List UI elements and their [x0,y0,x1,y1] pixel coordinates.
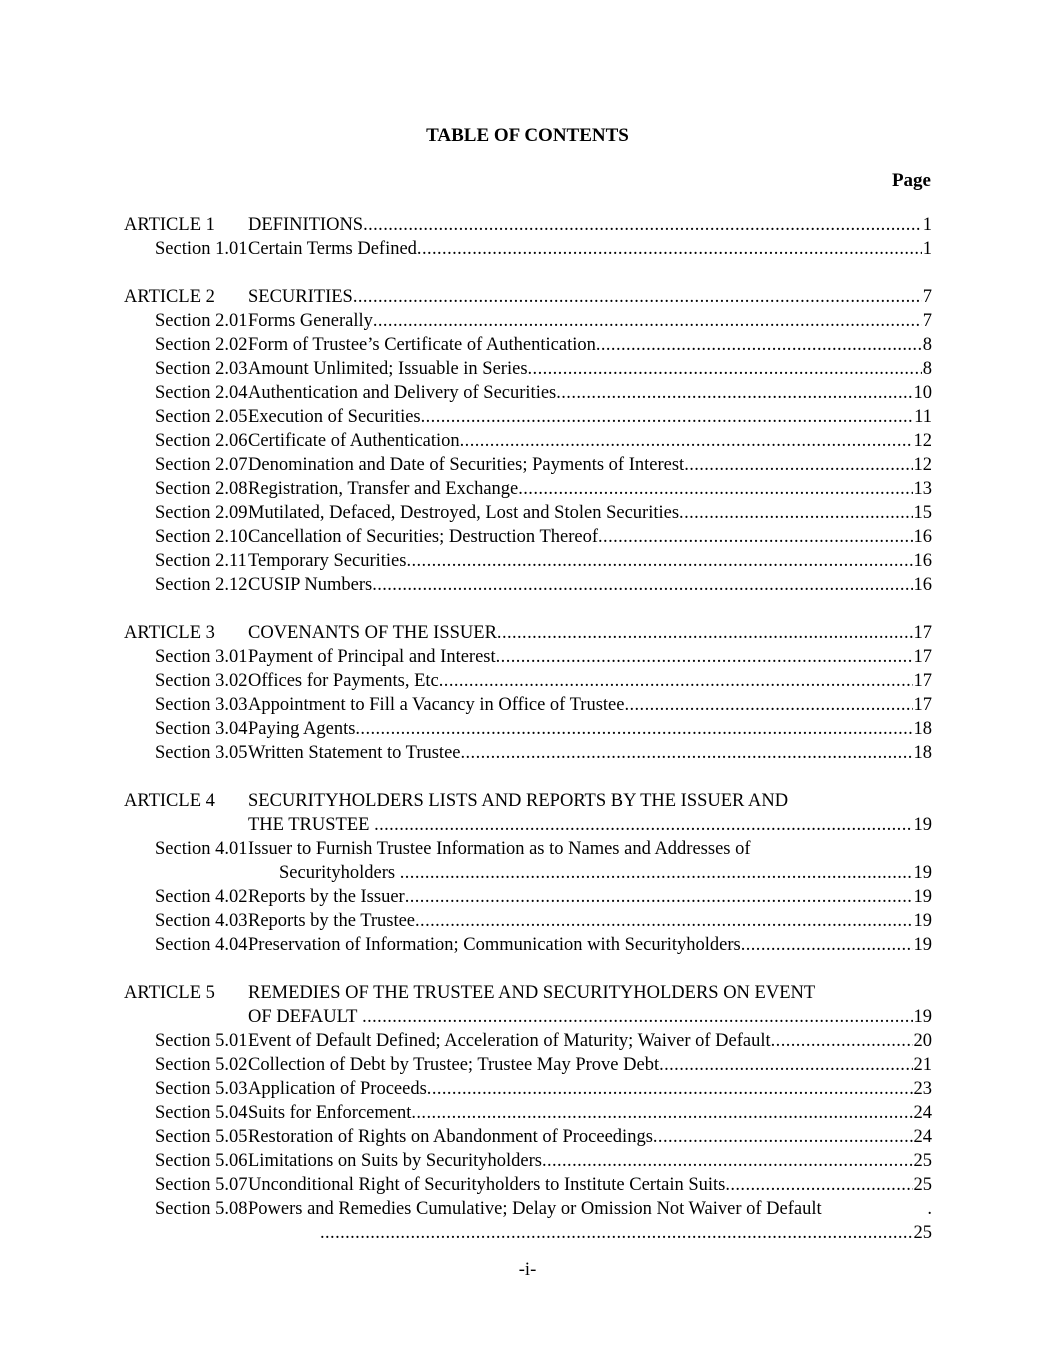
dot-leader [496,645,913,669]
section-label: Section 3.01 [155,647,248,667]
section-label: Section 2.06 [155,431,248,451]
article-spacer [124,765,932,789]
dot-leader [542,1149,913,1173]
section-page-number: 25 [913,1223,932,1243]
toc-section-entry[interactable] [124,693,932,717]
section-title: Written Statement to Trustee [248,743,461,763]
dot-leader [596,333,922,357]
toc-title: TABLE OF CONTENTS [426,125,629,146]
section-title: Application of Proceeds [248,1079,427,1099]
section-title: Paying Agents [248,719,356,739]
toc-section-entry[interactable] [124,237,932,261]
section-label: Section 4.02 [155,887,248,907]
section-title: Suits for Enforcement [248,1103,412,1123]
toc-article-entry[interactable] [124,213,932,237]
section-title: Amount Unlimited; Issuable in Series [248,359,528,379]
toc-section-entry[interactable] [124,477,932,501]
toc-section-entry[interactable] [124,381,932,405]
dot-leader [353,285,922,309]
section-page-number: 13 [913,479,932,499]
section-page-number: 19 [913,863,932,883]
article-title: DEFINITIONS [248,215,364,235]
dot-leader [439,669,913,693]
dot-leader [421,405,914,429]
section-title: Reports by the Trustee [248,911,416,931]
section-title: Limitations on Suits by Securityholders [248,1151,542,1171]
table-of-contents [124,213,932,1245]
dot-leader [460,429,913,453]
toc-section-entry[interactable] [124,357,932,381]
section-page-number: 10 [913,383,932,403]
dot-leader [417,237,922,261]
toc-section-entry[interactable] [124,1125,932,1149]
section-page-number: 12 [913,455,932,475]
toc-section-entry[interactable] [124,1197,932,1245]
section-label: Section 1.01 [155,239,248,259]
section-label: Section 3.02 [155,671,248,691]
section-label: Section 4.01 [155,839,248,859]
dot-leader [400,861,913,885]
toc-article-entry[interactable] [124,621,932,645]
section-title: Denomination and Date of Securities; Payments of Interest [248,455,685,475]
dot-leader [741,933,913,957]
section-page-number: 21 [913,1055,932,1075]
section-page-number: 8 [922,335,932,355]
toc-section-entry[interactable] [124,717,932,741]
dot-leader [679,501,912,525]
section-page-number: 8 [922,359,932,379]
section-page-number: 19 [913,935,932,955]
section-title: Authentication and Delivery of Securities [248,383,557,403]
section-page-number: 16 [913,551,932,571]
dot-leader [355,717,912,741]
article-label: ARTICLE 5 [124,983,215,1003]
toc-section-entry[interactable] [124,525,932,549]
section-label: Section 3.04 [155,719,248,739]
section-label: Section 2.11 [155,551,247,571]
section-page-number: 25 [913,1151,932,1171]
article-label: ARTICLE 4 [124,791,215,811]
section-label: Section 5.04 [155,1103,248,1123]
dot-leader [427,1077,913,1101]
toc-section-entry[interactable] [124,1029,932,1053]
section-label: Section 5.06 [155,1151,248,1171]
toc-section-entry[interactable] [124,885,932,909]
section-title: CUSIP Numbers [248,575,373,595]
section-label: Section 2.03 [155,359,248,379]
section-page-number: 19 [913,911,932,931]
toc-section-entry[interactable] [124,669,932,693]
dot-leader [653,1125,913,1149]
article-spacer [124,261,932,285]
article-title-continued: OF DEFAULT [248,1007,358,1027]
section-label: Section 2.04 [155,383,248,403]
article-title-continued: THE TRUSTEE [248,815,370,835]
dot-leader [411,1101,912,1125]
page-number-footer: -i- [518,1260,537,1280]
section-label: Section 5.07 [155,1175,248,1195]
toc-section-entry[interactable] [124,405,932,429]
article-spacer [124,957,932,981]
dot-leader [624,693,912,717]
section-page-number: 11 [914,407,932,427]
toc-section-entry[interactable] [124,573,932,597]
section-page-number: 25 [913,1175,932,1195]
dot-leader [659,1053,912,1077]
toc-section-entry[interactable] [124,909,932,933]
section-title: Appointment to Fill a Vacancy in Office of Trustee [248,695,625,715]
section-title: Form of Trustee’s Certificate of Authentication [248,335,596,355]
section-page-number: 23 [913,1079,932,1099]
section-label: Section 2.02 [155,335,248,355]
dot-leader [374,813,912,837]
section-title: Powers and Remedies Cumulative; Delay or Omission Not Waiver of Default [248,1199,822,1219]
toc-section-entry[interactable] [124,333,932,357]
section-title: Payment of Principal and Interest [248,647,496,667]
section-page-number: 20 [913,1031,932,1051]
section-label: Section 2.05 [155,407,248,427]
section-title: Execution of Securities [248,407,421,427]
section-title: Event of Default Defined; Acceleration of Maturity; Waiver of Default [248,1031,771,1051]
toc-section-entry[interactable] [124,1077,932,1101]
section-title: Certain Terms Defined [248,239,417,259]
article-page-number: 7 [922,287,932,307]
section-label: Section 3.03 [155,695,248,715]
dot-leader [684,453,912,477]
toc-section-entry[interactable] [124,429,932,453]
section-title: Registration, Transfer and Exchange [248,479,519,499]
section-label: Section 2.12 [155,575,248,595]
section-label: Section 2.07 [155,455,248,475]
toc-section-entry[interactable] [124,933,932,957]
dot-leader [415,909,912,933]
toc-section-entry[interactable] [124,1101,932,1125]
article-label: ARTICLE 2 [124,287,215,307]
dot-leader [320,1221,913,1245]
section-page-number: 24 [913,1127,932,1147]
article-label: ARTICLE 3 [124,623,215,643]
section-label: Section 5.01 [155,1031,248,1051]
section-title: Issuer to Furnish Trustee Information as to Names and Addresses of [248,839,751,859]
dot-leader [405,885,913,909]
article-page-number: 17 [913,623,932,643]
section-title: Preservation of Information; Communication with Securityholders [248,935,741,955]
toc-section-entry[interactable] [124,309,932,333]
section-title: Forms Generally [248,311,373,331]
toc-section-entry[interactable] [124,453,932,477]
toc-article-entry[interactable] [124,285,932,309]
article-page-number: 19 [913,815,932,835]
section-label: Section 2.09 [155,503,248,523]
toc-article-entry[interactable] [124,981,932,1029]
section-page-number: 7 [922,311,932,331]
section-label: Section 2.08 [155,479,248,499]
dot-leader [362,1005,912,1029]
section-page-number: 15 [913,503,932,523]
article-page-number: 1 [922,215,932,235]
page-column-header: Page [891,170,931,191]
dot-leader [725,1173,912,1197]
dot-leader [461,741,913,765]
dot-leader [372,573,912,597]
dot-leader [598,525,912,549]
section-page-number: 16 [913,575,932,595]
section-title: Unconditional Right of Securityholders to Institute Certain Suits [248,1175,726,1195]
toc-section-entry[interactable] [124,837,932,885]
section-title: Temporary Securities [248,551,407,571]
section-page-number: 24 [913,1103,932,1123]
article-title: COVENANTS OF THE ISSUER [248,623,497,643]
section-page-number: 19 [913,887,932,907]
section-label: Section 4.04 [155,935,248,955]
section-label: Section 3.05 [155,743,248,763]
section-title: Mutilated, Defaced, Destroyed, Lost and Stolen Securities [248,503,680,523]
dot-leader [406,549,912,573]
toc-section-entry[interactable] [124,741,932,765]
article-title: SECURITYHOLDERS LISTS AND REPORTS BY THE ISSUER AND [248,791,789,811]
toc-section-entry[interactable] [124,1173,932,1197]
section-title: Collection of Debt by Trustee; Trustee May Prove Debt [248,1055,660,1075]
dot-leader [363,213,922,237]
section-page-number: 17 [913,647,932,667]
section-label: Section 5.03 [155,1079,248,1099]
dot-leader [373,309,922,333]
dot-leader: . [927,1199,932,1219]
section-label: Section 2.10 [155,527,248,547]
section-label: Section 5.08 [155,1199,248,1219]
article-title: SECURITIES [248,287,353,307]
section-title: Certificate of Authentication [248,431,460,451]
section-page-number: 18 [913,719,932,739]
section-label: Section 5.02 [155,1055,248,1075]
article-label: ARTICLE 1 [124,215,215,235]
dot-leader [497,621,913,645]
toc-section-entry[interactable] [124,549,932,573]
toc-section-entry[interactable] [124,1053,932,1077]
section-page-number: 17 [913,695,932,715]
section-page-number: 1 [922,239,932,259]
section-title-continued: Securityholders [279,863,396,883]
dot-leader [528,357,922,381]
dot-leader [518,477,912,501]
section-title: Reports by the Issuer [248,887,405,907]
toc-section-entry[interactable] [124,501,932,525]
toc-article-entry[interactable] [124,789,932,837]
section-title: Restoration of Rights on Abandonment of Proceedings [248,1127,653,1147]
article-title: REMEDIES OF THE TRUSTEE AND SECURITYHOLDERS ON EVENT [248,983,816,1003]
toc-section-entry[interactable] [124,1149,932,1173]
section-label: Section 4.03 [155,911,248,931]
section-page-number: 16 [913,527,932,547]
section-page-number: 12 [913,431,932,451]
article-spacer [124,597,932,621]
dot-leader [771,1029,913,1053]
section-title: Cancellation of Securities; Destruction Thereof [248,527,599,547]
article-page-number: 19 [913,1007,932,1027]
section-page-number: 17 [913,671,932,691]
section-page-number: 18 [913,743,932,763]
section-label: Section 2.01 [155,311,248,331]
section-title: Offices for Payments, Etc [248,671,439,691]
dot-leader [556,381,912,405]
toc-section-entry[interactable] [124,645,932,669]
section-label: Section 5.05 [155,1127,248,1147]
